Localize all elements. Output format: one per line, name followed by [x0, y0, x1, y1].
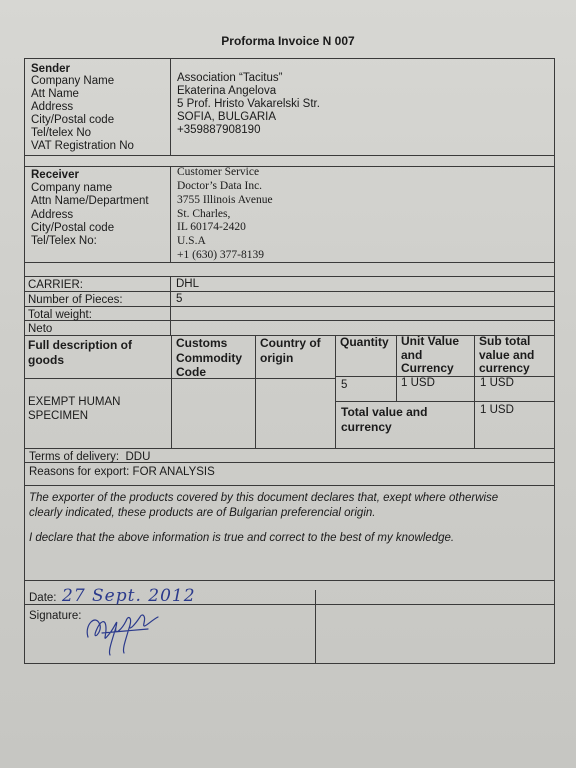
- receiver-value-3: 3755 Illinois Avenue: [177, 194, 273, 206]
- declaration-origin: The exporter of the products covered by this document declares that, exept where otherwise clearly indicated, these products are of Bulgarian preferencial origin.: [29, 492, 499, 519]
- weight-label: Total weight:: [28, 309, 92, 321]
- sender-label-company: Company Name: [31, 75, 115, 87]
- sender-label-vat: VAT Registration No: [31, 140, 134, 152]
- receiver-heading: Receiver: [31, 169, 79, 181]
- receiver-value-5: IL 60174-2420: [177, 221, 246, 233]
- header-customs-code: Customs Commodity Code: [176, 336, 242, 379]
- reasons-for-export: Reasons for export: FOR ANALYSIS: [29, 466, 215, 478]
- sender-address: 5 Prof. Hristo Vakarelski Str.: [177, 98, 320, 110]
- date-label: Date:: [29, 592, 57, 604]
- receiver-value-6: U.S.A: [177, 235, 206, 247]
- header-quantity: Quantity: [340, 335, 389, 349]
- header-description: Full description of goods: [28, 338, 132, 367]
- receiver-label-address: Address: [31, 209, 74, 221]
- receiver-value-4: St. Charles,: [177, 208, 231, 220]
- receiver-value-1: Customer Service: [177, 166, 260, 178]
- header-sub-total: Sub total value and currency: [479, 334, 535, 375]
- carrier-value: DHL: [176, 278, 200, 290]
- declaration-true: I declare that the above information is true and correct to the best of my knowledge.: [29, 532, 455, 544]
- pieces-label: Number of Pieces:: [28, 294, 123, 306]
- invoice-title: Proforma Invoice N 007: [221, 34, 355, 48]
- goods-description: EXEMPT HUMAN SPECIMEN: [28, 396, 121, 422]
- sender-label-tel: Tel/telex No: [31, 127, 92, 139]
- total-label: Total value and currency: [341, 405, 428, 434]
- total-value: 1 USD: [480, 404, 514, 416]
- sender-company: Association “Tacitus”: [177, 72, 283, 84]
- sender-label-att: Att Name: [31, 88, 79, 100]
- sender-att: Ekaterina Angelova: [177, 85, 277, 97]
- date-value: 27 Sept. 2012: [62, 586, 196, 606]
- sender-label-address: Address: [31, 101, 74, 113]
- receiver-label-tel: Tel/Telex No:: [31, 235, 97, 247]
- header-unit-value: Unit Value and Currency: [401, 334, 460, 375]
- receiver-label-attn: Attn Name/Department: [31, 195, 149, 207]
- receiver-label-company: Company name: [31, 182, 113, 194]
- pieces-value: 5: [176, 293, 183, 305]
- sender-tel: +359887908190: [177, 124, 261, 136]
- goods-quantity: 5: [341, 379, 348, 391]
- carrier-label: CARRIER:: [28, 279, 83, 291]
- terms-of-delivery: Terms of delivery: DDU: [29, 451, 151, 463]
- goods-unit-value: 1 USD: [401, 377, 435, 389]
- receiver-value-7: +1 (630) 377-8139: [177, 249, 264, 261]
- sender-heading: Sender: [31, 63, 70, 75]
- sender-city: SOFIA, BULGARIA: [177, 111, 277, 123]
- goods-sub-total: 1 USD: [480, 377, 514, 389]
- neto-label: Neto: [28, 323, 53, 335]
- sender-label-city: City/Postal code: [31, 114, 115, 126]
- receiver-value-2: Doctor’s Data Inc.: [177, 180, 263, 192]
- header-country: Country of origin: [260, 336, 321, 365]
- receiver-label-city: City/Postal code: [31, 222, 115, 234]
- handwritten-signature: [82, 603, 164, 659]
- signature-label: Signature:: [29, 610, 82, 622]
